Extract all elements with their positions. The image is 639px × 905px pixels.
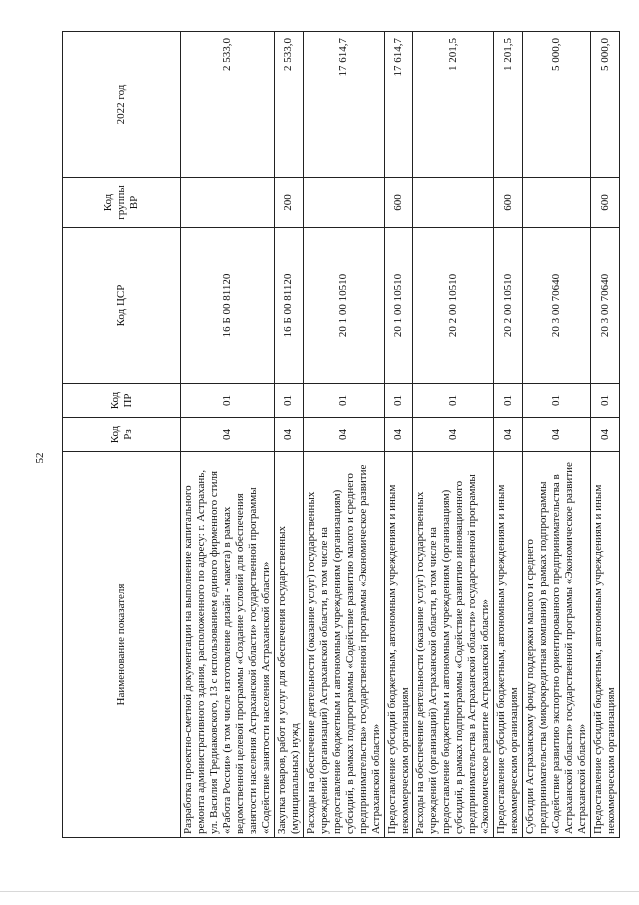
- cell-rz: 04: [591, 418, 620, 452]
- table-row: [591, 32, 620, 838]
- cell-year: 5 000,0: [523, 32, 591, 178]
- page-number: 52: [34, 452, 46, 464]
- cell-name: Предоставление субсидий бюджетным, автономным учреждениям и иным некоммерческим организациям: [591, 452, 620, 838]
- cell-rz: 04: [303, 418, 384, 452]
- cell-rz: 04: [274, 418, 303, 452]
- scan-edge-divider: [0, 891, 639, 892]
- cell-pr: 01: [384, 384, 413, 418]
- cell-name: Расходы на обеспечение деятельности (оказание услуг) государственных учреждений (организаций) Астраханской области, в том числе на предоставление бюджетным и автономным учреждениям (организациям) субсидий, в рамках подпрограммы «Содействие развитию инновационного предпринимательства в Астраханской области» государственной программы «Экономическое развитие Астраханской области»: [413, 452, 494, 838]
- cell-pr: 01: [274, 384, 303, 418]
- cell-rz: 04: [494, 418, 523, 452]
- header-name: Наименование показателя: [63, 452, 181, 838]
- cell-csr: 20 3 00 70640: [591, 228, 620, 384]
- cell-rz: 04: [181, 418, 275, 452]
- cell-csr: 16 Б 00 81120: [181, 228, 275, 384]
- cell-pr: 01: [494, 384, 523, 418]
- table-row: [494, 32, 523, 838]
- header-vr: Код группы ВР: [63, 178, 181, 228]
- cell-rz: 04: [384, 418, 413, 452]
- cell-csr: 20 2 00 10510: [494, 228, 523, 384]
- header-pr: Код ПР: [63, 384, 181, 418]
- cell-vr: 600: [384, 178, 413, 228]
- cell-rz: 04: [413, 418, 494, 452]
- cell-pr: 01: [591, 384, 620, 418]
- header-csr: Код ЦСР: [63, 228, 181, 384]
- cell-year: 5 000,0: [591, 32, 620, 178]
- cell-year: 17 614,7: [384, 32, 413, 178]
- cell-csr: 20 1 00 10510: [303, 228, 384, 384]
- cell-vr: [181, 178, 275, 228]
- header-year: 2022 год: [63, 32, 181, 178]
- cell-pr: 01: [303, 384, 384, 418]
- table-row: [303, 32, 384, 838]
- budget-table: [62, 31, 620, 838]
- cell-name: Предоставление субсидий бюджетным, автономным учреждениям и иным некоммерческим организациям: [494, 452, 523, 838]
- table-row: [384, 32, 413, 838]
- cell-name: Расходы на обеспечение деятельности (оказание услуг) государственных учреждений (организаций) Астраханской области, в том числе на предоставление бюджетным и автономным учреждениям (организациям) субсидий, в рамках подпрограммы «Содействие развитию малого и среднего предпринимательства» государственной программы «Экономическое развитие Астраханской области»: [303, 452, 384, 838]
- cell-vr: [303, 178, 384, 228]
- header-rz: Код Рз: [63, 418, 181, 452]
- cell-name: Предоставление субсидий бюджетным, автономным учреждениям и иным некоммерческим организациям: [384, 452, 413, 838]
- cell-name: Закупка товаров, работ и услуг для обеспечения государственных (муниципальных) нужд: [274, 452, 303, 838]
- cell-year: 1 201,5: [413, 32, 494, 178]
- cell-name: Субсидии Астраханскому фонду поддержки малого и среднего предпринимательства (микрокредитная компания) в рамках подпрограммы «Содействие развитию экспортно ориентированного предпринимательства в Астраханской области» государственной программы «Экономическое развитие Астраханской области»: [523, 452, 591, 838]
- cell-vr: [523, 178, 591, 228]
- rotated-table-container: [62, 32, 618, 838]
- cell-year: 17 614,7: [303, 32, 384, 178]
- cell-rz: 04: [523, 418, 591, 452]
- cell-year: 1 201,5: [494, 32, 523, 178]
- cell-pr: 01: [523, 384, 591, 418]
- cell-name: Разработка проектно-сметной документации на выполнение капитального ремонта административного здания, расположенного по адресу: г. Астрахань, ул. Василия Тредиаковского, 13 с использованием единого фирменного стиля «Работа России» (в том числе изготовление дизайн - макета) в рамках ведомственной целевой программы «Создание условий для обеспечения занятости населения Астраханской области» государственной программы «Содействие занятости населения Астраханской области»: [181, 452, 275, 838]
- table-row: [413, 32, 494, 838]
- cell-vr: 600: [494, 178, 523, 228]
- cell-vr: [413, 178, 494, 228]
- cell-pr: 01: [413, 384, 494, 418]
- cell-year: 2 533,0: [274, 32, 303, 178]
- cell-vr: 200: [274, 178, 303, 228]
- cell-csr: 20 3 00 70640: [523, 228, 591, 384]
- cell-csr: 20 2 00 10510: [413, 228, 494, 384]
- header-row: [63, 32, 181, 838]
- table-row: [523, 32, 591, 838]
- cell-csr: 20 1 00 10510: [384, 228, 413, 384]
- table-row: [181, 32, 275, 838]
- cell-csr: 16 Б 00 81120: [274, 228, 303, 384]
- cell-vr: 600: [591, 178, 620, 228]
- table-row: [274, 32, 303, 838]
- cell-pr: 01: [181, 384, 275, 418]
- cell-year: 2 533,0: [181, 32, 275, 178]
